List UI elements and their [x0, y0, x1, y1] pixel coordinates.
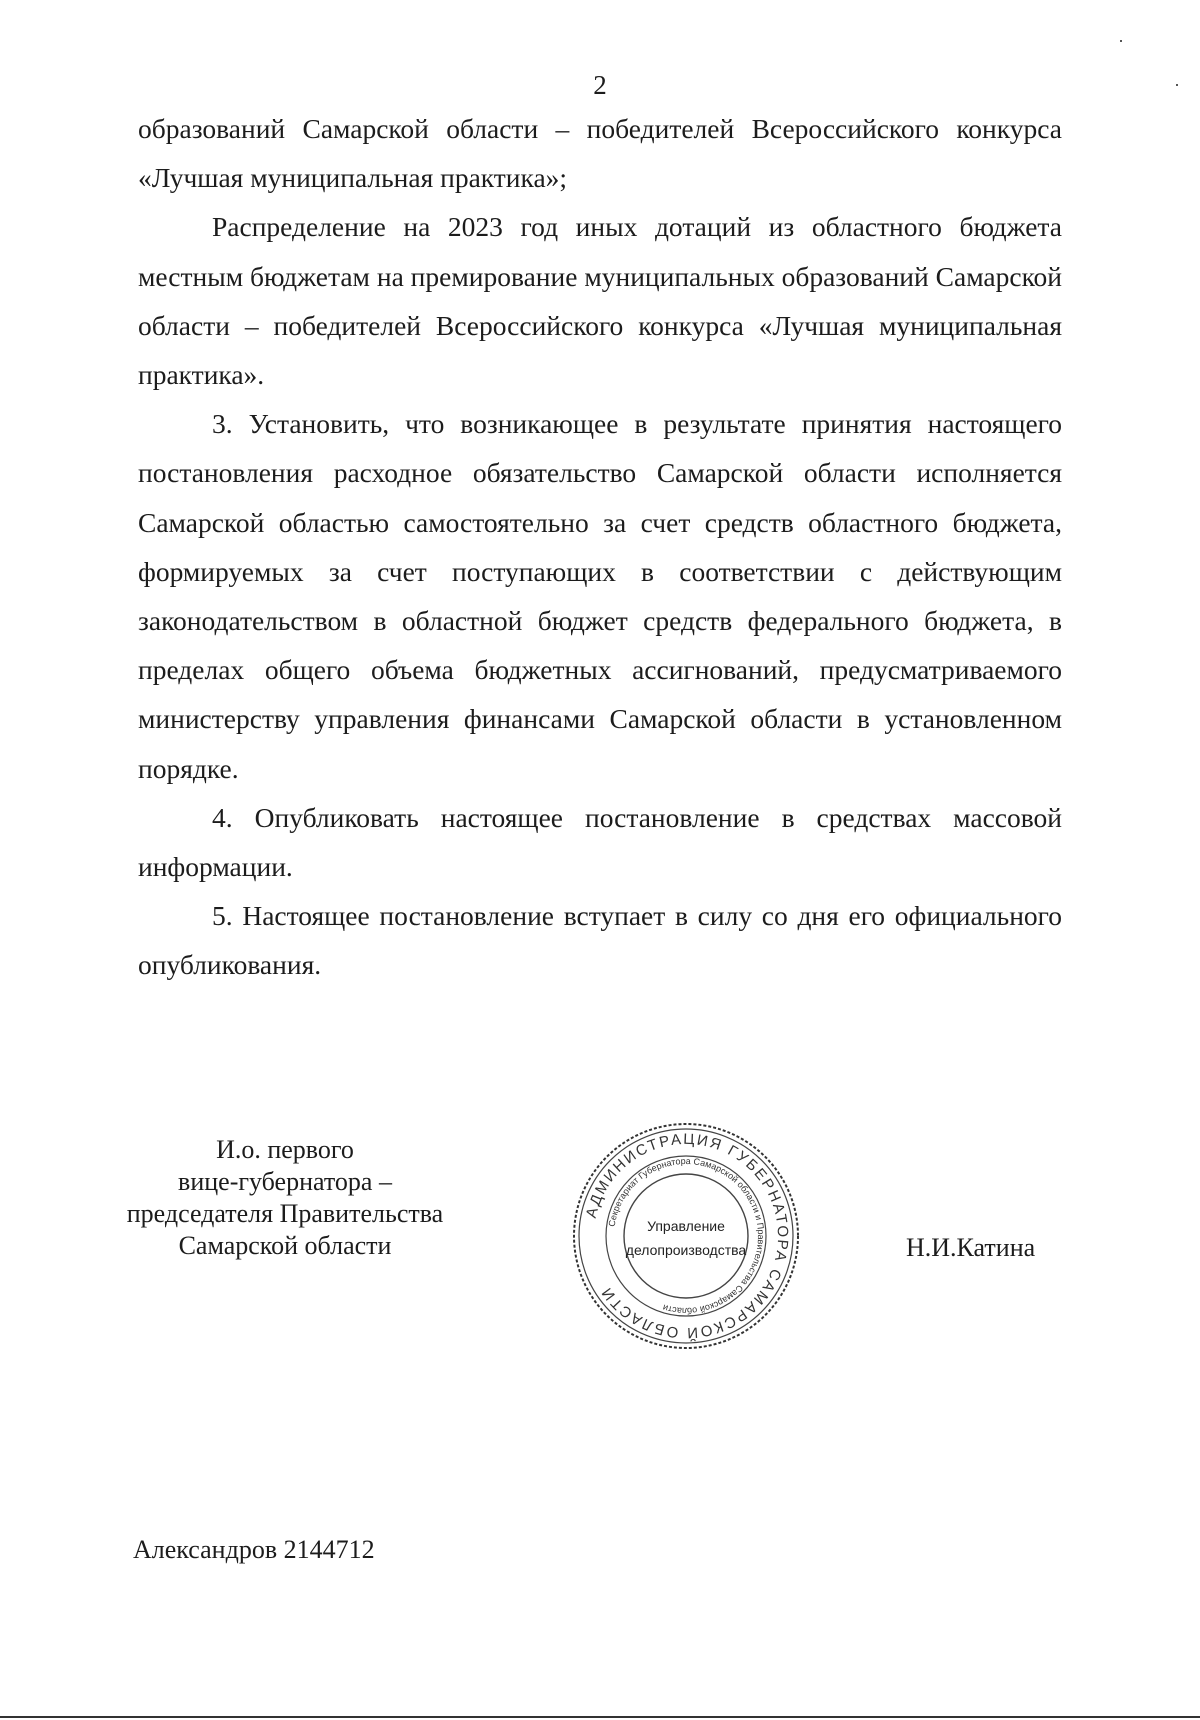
document-body: [138, 104, 1062, 990]
paragraph-continuation: образований Самарской области – победителей Всероссийского конкурса «Лучшая муниципальная практика»;: [138, 113, 1062, 194]
signer-title: [120, 1134, 450, 1262]
paragraph-item-3: 3. Установить, что возникающее в результате принятия настоящего постановления расходное обязательство Самарской области исполняется Самарской областью самостоятельно за счет средств областного бюджета, формируемых за счет поступающих в соответствии с действующим законодательством в областной бюджет средств федерального бюджета, в пределах общего объема бюджетных ассигнований, предусматриваемого министерству управления финансами Самарской области в установленном порядке.: [138, 408, 1062, 784]
signer-title-line: Самарской области: [178, 1231, 392, 1260]
seal-outer-text: АДМИНИСТРАЦИЯ ГУБЕРНАТОРА САМАРСКОЙ ОБЛАСТИ: [582, 1130, 792, 1342]
seal-inner-text: Секретариат Губернатора Самарской области и Правительства Самарской области: [606, 1155, 767, 1317]
page-number: 2: [593, 70, 607, 100]
scan-edge-line: [0, 1716, 1200, 1718]
signer-title-line: вице-губернатора –: [178, 1167, 392, 1196]
scan-speck: [1120, 40, 1122, 42]
seal-center: [618, 1214, 754, 1262]
seal-center-line: делопроизводства: [625, 1242, 747, 1258]
paragraph-item-5: 5. Настоящее постановление вступает в силу со дня его официального опубликования.: [138, 900, 1062, 981]
paragraph-distribution: Распределение на 2023 год иных дотаций из областного бюджета местным бюджетам на премирование муниципальных образований Самарской области – победителей Всероссийского конкурса «Лучшая муниципальная практика».: [138, 211, 1062, 391]
signer-name: Н.И.Катина: [906, 1233, 1036, 1262]
signer-title-line: председателя Правительства: [126, 1199, 444, 1228]
signer-title-line: И.о. первого: [216, 1135, 354, 1164]
official-seal: [568, 1118, 804, 1354]
seal-center-line: Управление: [647, 1218, 725, 1234]
paragraph-item-4: 4. Опубликовать настоящее постановление в средствах массовой информации.: [138, 801, 1062, 883]
executor-note: Александров 2144712: [133, 1535, 375, 1564]
